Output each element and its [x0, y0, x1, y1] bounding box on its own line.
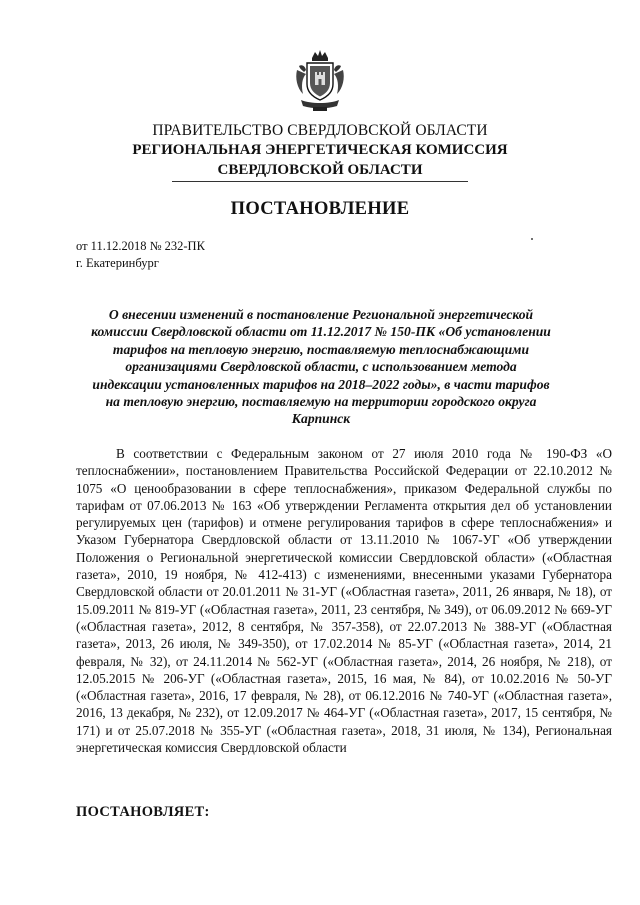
commission-name-line-1: РЕГИОНАЛЬНАЯ ЭНЕРГЕТИЧЕСКАЯ КОМИССИЯ: [132, 142, 508, 158]
document-subject: О внесении изменений в постановление Региональной энергетической комиссии Свердловской области от 11.12.2017 № 150-ПК «Об установлении тарифов на тепловую энергию, поставляемую теплоснабжающими организациями Свердловской области, с использованием метода индексации установленных тарифов на 2018–2022 годы», в части тарифов на тепловую энергию, поставляемую на территории городского округа Карпинск: [91, 307, 551, 427]
commission-name-line-2: СВЕРДЛОВСКОЙ ОБЛАСТИ: [217, 162, 423, 178]
document-city: г. Екатеринбург: [76, 256, 159, 270]
document-title: ПОСТАНОВЛЕНИЕ: [230, 199, 410, 219]
scan-speck: [531, 238, 533, 240]
resolve-heading: ПОСТАНОВЛЯЕТ:: [76, 804, 210, 820]
document-date-number: от 11.12.2018 № 232-ПК: [76, 239, 205, 253]
government-name: ПРАВИТЕЛЬСТВО СВЕРДЛОВСКОЙ ОБЛАСТИ: [152, 122, 488, 139]
coat-of-arms-icon: [293, 48, 347, 114]
document-body-paragraph: В соответствии с Федеральным законом от 27 июля 2010 года № 190-ФЗ «О теплоснабжении», постановлением Правительства Российской Федерации от 22.10.2012 № 1075 «О ценообразовании в сфере теплоснабжения», приказом Федеральной службы по тарифам от 07.06.2013 № 163 «Об утверждении Регламента открытия дел об установлении регулируемых цен (тарифов) и отмене регулирования тарифов в сфере теплоснабжения» и Указом Губернатора Свердловской области от 13.11.2010 № 1067-УГ «Об утверждении Положения о Региональной энергетической комиссии Свердловской области» («Областная газета», 2010, 19 ноября, № 412-413) с изменениями, внесенными указами Губернатора Свердловской области от 20.01.2011 № 31-УГ («Областная газета», 2011, 26 января, № 18), от 15.09.2011 № 819-УГ («Областная газета», 2011, 23 сентября, № 349), от 06.09.2012 № 669-УГ («Областная газета», 2012, 8 сентября, № 357-358), от 22.07.2013 № 388-УГ («Областная газета», 2013, 26 июля, № 349-350), от 17.02.2014 № 85-УГ («Областная газета», 2014, 21 февраля, № 32), от 24.11.2014 № 562-УГ («Областная газета», 2014, 26 ноября, № 218), от 12.05.2015 № 206-УГ («Областная газета», 2015, 16 мая, № 84), от 10.02.2016 № 50-УГ («Областная газета», 2016, 17 февраля, № 28), от 06.12.2016 № 740-УГ («Областная газета», 2016, 13 декабря, № 232), от 12.09.2017 № 464-УГ («Областная газета», 2017, 15 сентября, № 171) и от 25.07.2018 № 355-УГ («Областная газета», 2018, 31 июля, № 134), Региональная энергетическая комиссия Свердловской области: [76, 446, 612, 756]
header-divider: [172, 181, 468, 182]
